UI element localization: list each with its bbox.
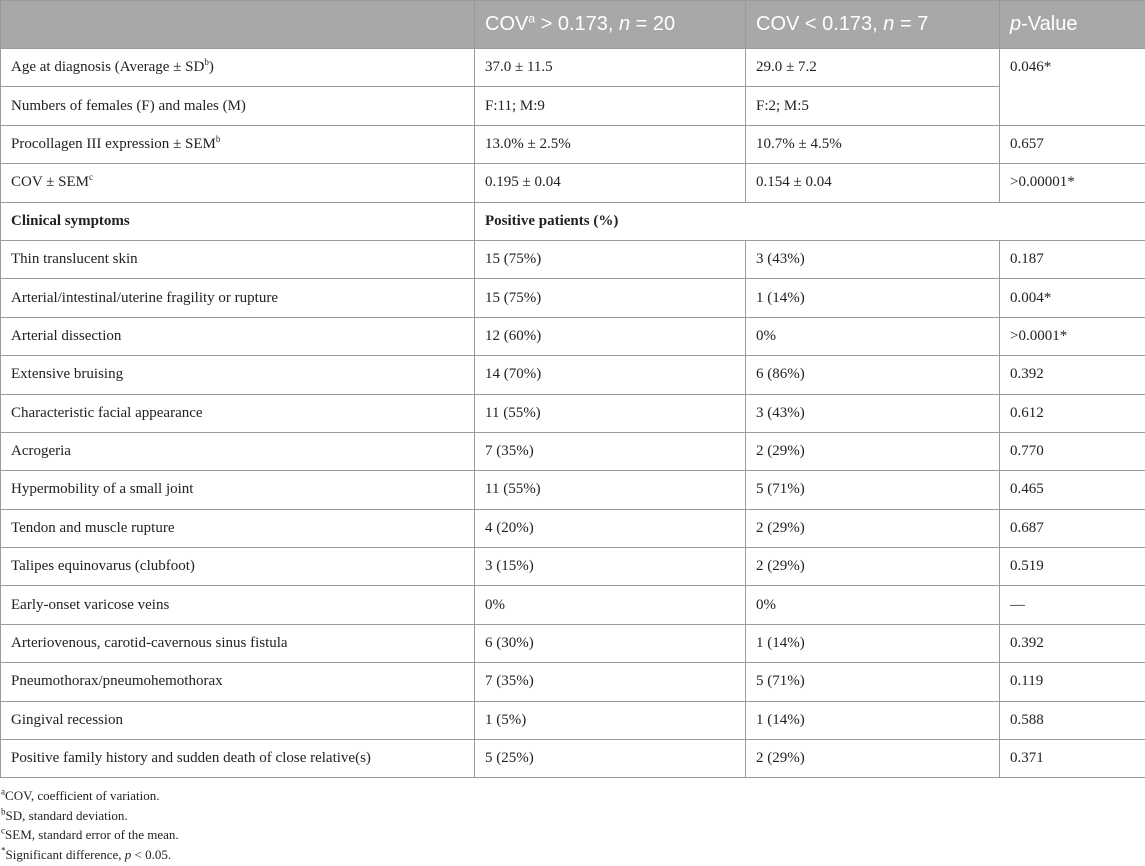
row-label: Procollagen III expression ± $SEM^b$ [1, 125, 475, 163]
table-row [1, 701, 1145, 739]
row-label: Extensive bruising [1, 356, 475, 394]
row-label: Arterial/intestinal/uterine fragility or rupture [1, 279, 475, 317]
cell-p-value: 0.687 [1000, 509, 1145, 547]
cell-p-value: 0.119 [1000, 663, 1145, 701]
row-label: Early-onset varicose veins [1, 586, 475, 624]
cell-p-value: 0.187 [1000, 240, 1145, 278]
header-p-symbol: p [1010, 13, 1022, 35]
header-cov-low-group [746, 1, 1000, 49]
cell-group-low: 1 (14%) [746, 624, 1000, 662]
table-row [1, 509, 1145, 547]
cell-p-value: 0.392 [1000, 624, 1145, 662]
cell-p-value: 0.770 [1000, 432, 1145, 470]
cell-p-value: 0.588 [1000, 701, 1145, 739]
footnote-b: $^b$SD, standard deviation. [1, 806, 128, 823]
row-label: Gingival recession [1, 701, 475, 739]
table-row [1, 279, 1145, 317]
cell-group-high: 7 (35%) [475, 432, 746, 470]
cell-group-high: 3 (15%) [475, 548, 746, 586]
cell-p-value: 0.519 [1000, 548, 1145, 586]
table-row [1, 586, 1145, 624]
cell-p-value: 0.004* [1000, 279, 1145, 317]
section-value-label: Positive patients (%) [475, 202, 1145, 240]
cell-p-value: 0.046* [1000, 49, 1145, 126]
table-row [1, 240, 1145, 278]
footnote-c: $^c$SEM, standard error of the mean. [1, 825, 179, 843]
cell-group-high: 7 (35%) [475, 663, 746, 701]
cell-group-high: 0.195 ± 0.04 [475, 164, 746, 202]
cell-group-high: 4 (20%) [475, 509, 746, 547]
cell-group-low: 2 (29%) [746, 740, 1000, 778]
table-row [1, 432, 1145, 470]
footnote-mark-a: a [528, 11, 536, 26]
header-n-value: = 7 [894, 13, 929, 35]
cell-p-value: 0.392 [1000, 356, 1145, 394]
header-n-symbol: n [619, 13, 631, 35]
table-row [1, 394, 1145, 432]
table-row [1, 356, 1145, 394]
header-cov-high-group [475, 1, 746, 49]
cell-group-low: 2 (29%) [746, 509, 1000, 547]
cell-group-high: 13.0% ± 2.5% [475, 125, 746, 163]
table-row-sex [1, 87, 1145, 125]
cell-group-high: 15 (75%) [475, 279, 746, 317]
row-label: Arteriovenous, carotid-cavernous sinus fistula [1, 624, 475, 662]
row-label: Arterial dissection [1, 317, 475, 355]
table-row [1, 624, 1145, 662]
cell-group-high: 6 (30%) [475, 624, 746, 662]
header-row [1, 1, 1145, 49]
cell-group-high: 1 (5%) [475, 701, 746, 739]
cell-group-high: F:11; M:9 [475, 87, 746, 125]
header-label-column [1, 1, 475, 49]
header-n-value: = 20 [630, 13, 676, 35]
row-label: COV ± $SEM^c$ [1, 164, 475, 202]
header-threshold-text: > 0.173, [535, 13, 619, 35]
row-label: Numbers of females (F) and males (M) [1, 87, 475, 125]
header-n-symbol: n [883, 13, 895, 35]
cell-group-low: 2 (29%) [746, 432, 1000, 470]
section-label: Clinical symptoms [1, 202, 475, 240]
footnote-mark-c: c [88, 172, 93, 183]
table-row [1, 471, 1145, 509]
table-row [1, 663, 1145, 701]
table-footnotes [1, 786, 179, 864]
cell-p-value: — [1000, 586, 1145, 624]
header-p-value [1000, 1, 1145, 49]
footnote-mark-b: b [215, 133, 221, 144]
cell-group-low: 0.154 ± 0.04 [746, 164, 1000, 202]
cell-p-value: >0.0001* [1000, 317, 1145, 355]
table-row-age [1, 49, 1145, 87]
footnote-mark-b: b [204, 57, 209, 68]
cell-group-low: 10.7% ± 4.5% [746, 125, 1000, 163]
row-label: Talipes equinovarus (clubfoot) [1, 548, 475, 586]
cell-group-low: 29.0 ± 7.2 [746, 49, 1000, 87]
cell-group-low: 0% [746, 586, 1000, 624]
header-p-suffix: -Value [1021, 13, 1078, 35]
cell-group-high: 15 (75%) [475, 240, 746, 278]
cell-group-high: 11 (55%) [475, 394, 746, 432]
cell-group-low: 2 (29%) [746, 548, 1000, 586]
cell-p-value: 0.371 [1000, 740, 1145, 778]
footnote-a: $^a$COV, coefficient of variation. [1, 786, 160, 803]
table-row [1, 548, 1145, 586]
table-row-cov [1, 164, 1145, 202]
header-cov-text: COV < 0.173, [756, 13, 884, 35]
cell-group-high: 11 (55%) [475, 471, 746, 509]
cell-group-low: 1 (14%) [746, 279, 1000, 317]
footnote-significance: *Significant difference, p < 0.05. [1, 845, 172, 862]
header-cov-text: COV [485, 13, 529, 35]
row-label: Tendon and muscle rupture [1, 509, 475, 547]
table-row [1, 740, 1145, 778]
cell-group-low: 5 (71%) [746, 663, 1000, 701]
cell-group-high: 14 (70%) [475, 356, 746, 394]
row-label: Thin translucent skin [1, 240, 475, 278]
cell-group-low: F:2; M:5 [746, 87, 1000, 125]
row-label: Characteristic facial appearance [1, 394, 475, 432]
cell-group-low: 3 (43%) [746, 394, 1000, 432]
row-label: Hypermobility of a small joint [1, 471, 475, 509]
cell-group-high: 5 (25%) [475, 740, 746, 778]
section-row-clinical-symptoms [1, 202, 1145, 240]
cell-group-high: 37.0 ± 11.5 [475, 49, 746, 87]
cell-p-value: 0.612 [1000, 394, 1145, 432]
cell-p-value: >0.00001* [1000, 164, 1145, 202]
cell-group-low: 5 (71%) [746, 471, 1000, 509]
cell-group-high: 0% [475, 586, 746, 624]
row-label: Pneumothorax/pneumohemothorax [1, 663, 475, 701]
cell-group-low: 1 (14%) [746, 701, 1000, 739]
row-label: Positive family history and sudden death of close relative(s) [1, 740, 475, 778]
table-row-procollagen [1, 125, 1145, 163]
table-row [1, 317, 1145, 355]
cell-group-low: 6 (86%) [746, 356, 1000, 394]
cell-group-low: 0% [746, 317, 1000, 355]
cell-group-high: 12 (60%) [475, 317, 746, 355]
row-label: Acrogeria [1, 432, 475, 470]
row-label: Age at diagnosis (Average ± $SD^b$) [1, 49, 475, 87]
cell-p-value: 0.465 [1000, 471, 1145, 509]
cell-p-value: 0.657 [1000, 125, 1145, 163]
cell-group-low: 3 (43%) [746, 240, 1000, 278]
